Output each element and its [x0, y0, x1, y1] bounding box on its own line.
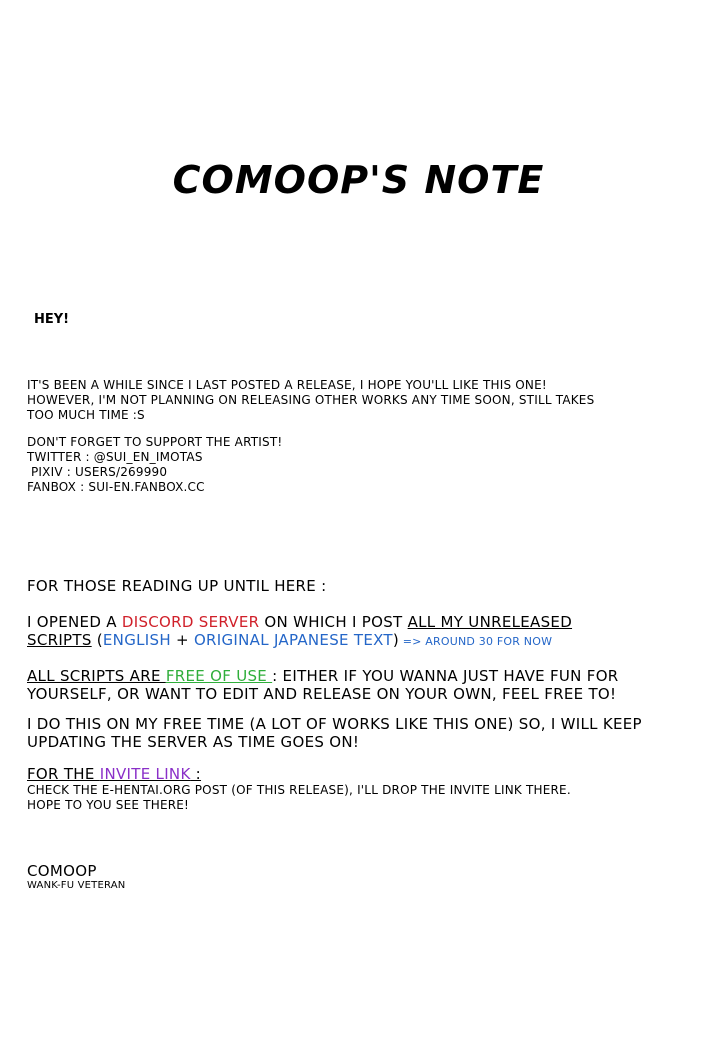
discord-text-1: I OPENED A: [27, 613, 122, 631]
discord-text-2: ON WHICH I POST: [259, 613, 408, 631]
intro-paragraph: [27, 378, 697, 423]
discord-line-2: [27, 631, 697, 651]
fanbox-handle: FANBOX : SUI-EN.FANBOX.CC: [27, 480, 205, 494]
free-text-2: : EITHER IF YOU WANNA JUST HAVE FUN FOR: [272, 667, 619, 685]
invite-section: [27, 765, 697, 813]
pixiv-handle: PIXIV : USERS/269990: [31, 465, 168, 479]
script-count-note: => AROUND 30 FOR NOW: [399, 635, 553, 648]
free-time-line-2: UPDATING THE SERVER AS TIME GOES ON!: [27, 733, 360, 751]
intro-line-3: TOO MUCH TIME :S: [27, 408, 145, 422]
discord-server-highlight: DISCORD SERVER: [121, 613, 260, 631]
invite-heading: [27, 765, 697, 783]
support-section: [27, 435, 697, 495]
invite-text-1: FOR THE: [27, 765, 100, 783]
invite-line-1: CHECK THE E-HENTAI.ORG POST (OF THIS RELEASE), I'LL DROP THE INVITE LINK THERE.: [27, 783, 571, 797]
english-highlight: ENGLISH: [102, 631, 171, 649]
intro-line-1: IT'S BEEN A WHILE SINCE I LAST POSTED A RELEASE, I HOPE YOU'LL LIKE THIS ONE!: [27, 378, 547, 392]
readers-heading: [27, 577, 697, 595]
greeting: HEY!: [34, 312, 70, 327]
support-heading: DON'T FORGET TO SUPPORT THE ARTIST!: [27, 435, 283, 449]
unreleased-scripts-b: SCRIPTS: [27, 631, 92, 649]
twitter-handle: TWITTER : @SUI_EN_IMOTAS: [27, 450, 203, 464]
invite-link[interactable]: INVITE LINK: [99, 765, 191, 783]
free-of-use-paragraph: [27, 667, 697, 703]
discord-text-4: ): [392, 631, 400, 649]
discord-paragraph: [27, 613, 697, 651]
unreleased-scripts-a: ALL MY UNRELEASED: [407, 613, 573, 631]
invite-line-2: HOPE TO YOU SEE THERE!: [27, 798, 190, 812]
free-of-use-highlight: FREE OF USE: [165, 667, 273, 685]
free-text-1: ALL SCRIPTS ARE: [27, 667, 166, 685]
free-time-line-1: I DO THIS ON MY FREE TIME (A LOT OF WORKS LIKE THIS ONE) SO, I WILL KEEP: [27, 715, 642, 733]
free-line-1: [27, 667, 697, 685]
invite-text-2: :: [190, 765, 202, 783]
signature: [27, 862, 697, 891]
discord-text-3: (: [91, 631, 103, 649]
signature-name: COMOOP: [27, 862, 97, 880]
plus-sign: +: [170, 631, 194, 649]
discord-line-1: [27, 613, 697, 631]
readers-heading-text: FOR THOSE READING UP UNTIL HERE :: [27, 577, 327, 595]
page-title: COMOOP'S NOTE: [172, 158, 545, 202]
japanese-highlight: ORIGINAL JAPANESE TEXT: [193, 631, 393, 649]
free-line-2: YOURSELF, OR WANT TO EDIT AND RELEASE ON YOUR OWN, FEEL FREE TO!: [27, 685, 617, 703]
signature-subtitle: WANK-FU VETERAN: [27, 880, 126, 891]
intro-line-2: HOWEVER, I'M NOT PLANNING ON RELEASING OTHER WORKS ANY TIME SOON, STILL TAKES: [27, 393, 595, 407]
free-time-paragraph: [27, 715, 697, 751]
